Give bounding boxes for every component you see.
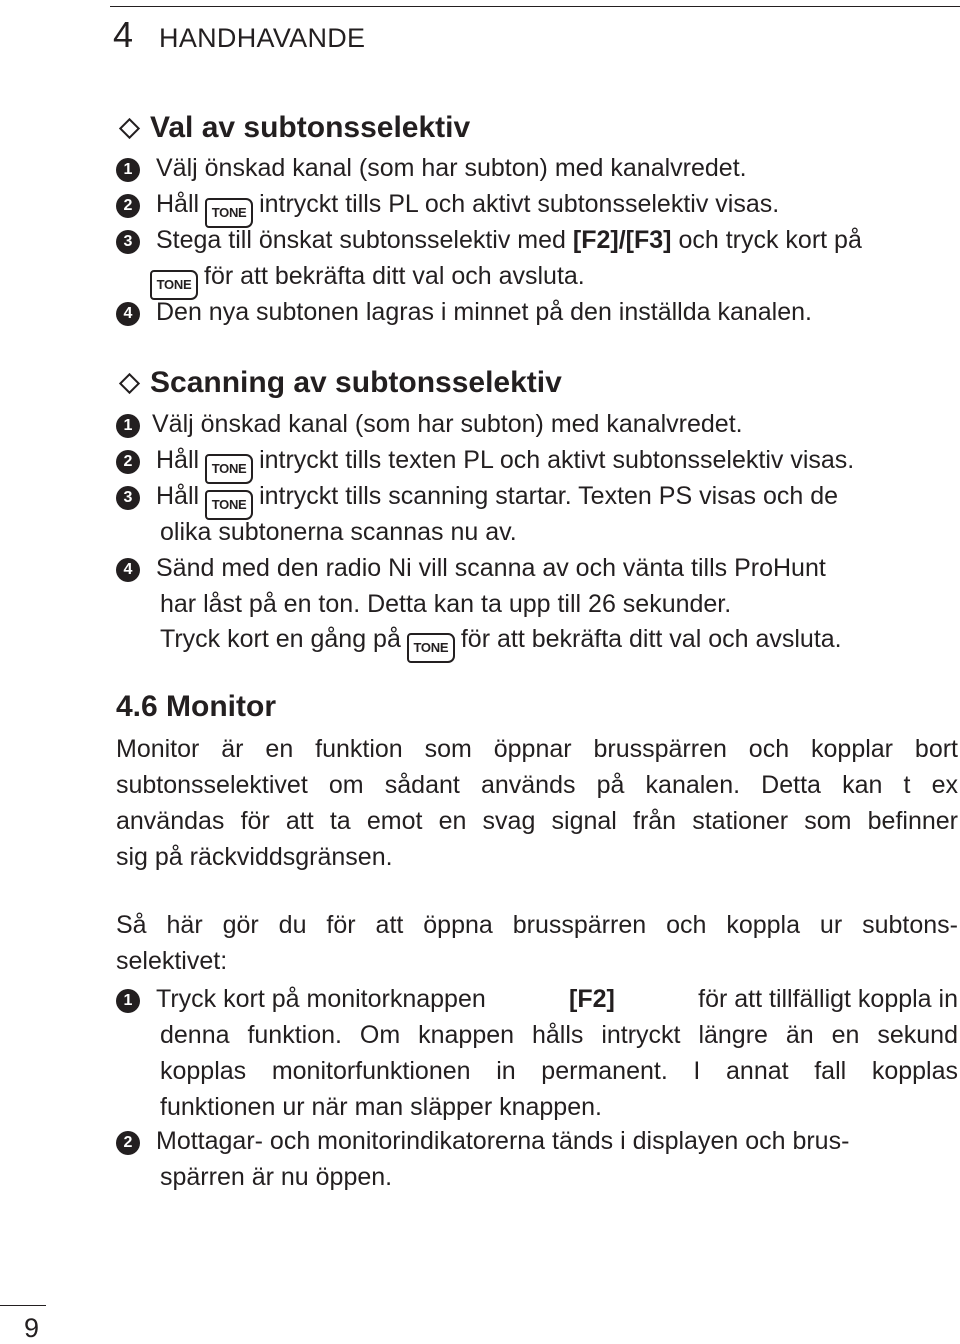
step-number: 1: [116, 158, 140, 182]
header-rule: [110, 6, 960, 7]
step-number: 4: [116, 558, 140, 582]
list-item: 4 Sänd med den radio Ni vill scanna av och vänta tills ProHunt: [116, 550, 826, 586]
tone-key-icon: TONE: [150, 270, 198, 300]
list-item-continuation: Tryck kort en gång på TONE för att bekräfta ditt val och avsluta.: [160, 621, 842, 663]
list-item: 2 Mottagar- och monitorindikatorerna tänds i displayen och brus-: [116, 1123, 958, 1159]
section-heading-monitor: 4.6 Monitor: [116, 690, 277, 723]
step-number: 1: [116, 414, 140, 438]
footer-rule: [0, 1305, 46, 1306]
list-item: 3 Stega till önskat subtonsselektiv med [F2]/[F3] och tryck kort på: [116, 222, 862, 258]
paragraph-howto: Så här gör du för att öppna brusspärren och koppla ur subtons- selektivet:: [116, 911, 958, 975]
step-number: 1: [116, 989, 140, 1013]
list-item-continuation: har låst på en ton. Detta kan ta upp till 26 sekunder.: [160, 590, 732, 618]
step-number: 3: [116, 486, 140, 510]
step-number: 3: [116, 230, 140, 254]
chapter-number: 4: [113, 14, 134, 55]
section-heading-val: Val av subtonsselektiv: [116, 111, 470, 145]
page-header: [113, 14, 365, 56]
paragraph-monitor: Monitor är en funktion som öppnar brusspärren och kopplar bort subtonsselektivet om sådant används på kanalen. Detta kan t ex användas för att ta emot en svag signal från stationer som befinner sig på räckviddsgränsen.: [116, 735, 958, 871]
tone-key-icon: TONE: [205, 454, 253, 484]
page-number: 9: [24, 1313, 40, 1343]
tone-key-icon: TONE: [407, 633, 455, 663]
list-item: 1 Välj önskad kanal (som har subton) med kanalvredet.: [116, 150, 747, 186]
tone-key-icon: TONE: [205, 198, 253, 228]
list-item-continuation: TONE för att bekräfta ditt val och avsluta.: [150, 258, 585, 300]
list-item: 3 Håll TONE intryckt tills scanning startar. Texten PS visas och de: [116, 478, 838, 520]
step-number: 2: [116, 1131, 140, 1155]
list-item: 2 Håll TONE intryckt tills PL och aktivt subtonsselektiv visas.: [116, 186, 779, 228]
diamond-icon: [119, 372, 140, 393]
list-item: 4 Den nya subtonen lagras i minnet på den inställda kanalen.: [116, 294, 812, 330]
step-number: 2: [116, 450, 140, 474]
chapter-title: HANDHAVANDE: [159, 23, 366, 53]
list-item: 2 Håll TONE intryckt tills texten PL och aktivt subtonsselektiv visas.: [116, 442, 854, 484]
list-item-continuation: olika subtonerna scannas nu av.: [160, 518, 517, 546]
list-item-continuation: spärren är nu öppen.: [160, 1163, 393, 1191]
list-item-continuation: denna funktion. Om knappen hålls intryckt längre än en sekund kopplas monitorfunktionen in permanent. I annat fall kopplas funktionen ur när man släpper knappen.: [160, 1021, 958, 1121]
list-item: 1 Välj önskad kanal (som har subton) med kanalvredet.: [116, 406, 743, 442]
function-key-label: [F2]: [569, 985, 615, 1013]
step-number: 2: [116, 194, 140, 218]
tone-key-icon: TONE: [205, 490, 253, 520]
function-key-label: [F2]/[F3]: [572, 226, 672, 254]
diamond-icon: [119, 117, 140, 138]
section-heading-scanning: Scanning av subtonsselektiv: [116, 366, 562, 400]
step-number: 4: [116, 302, 140, 326]
list-item: 1 Tryck kort på monitorknappen [F2] för att tillfälligt koppla in: [116, 981, 958, 1017]
